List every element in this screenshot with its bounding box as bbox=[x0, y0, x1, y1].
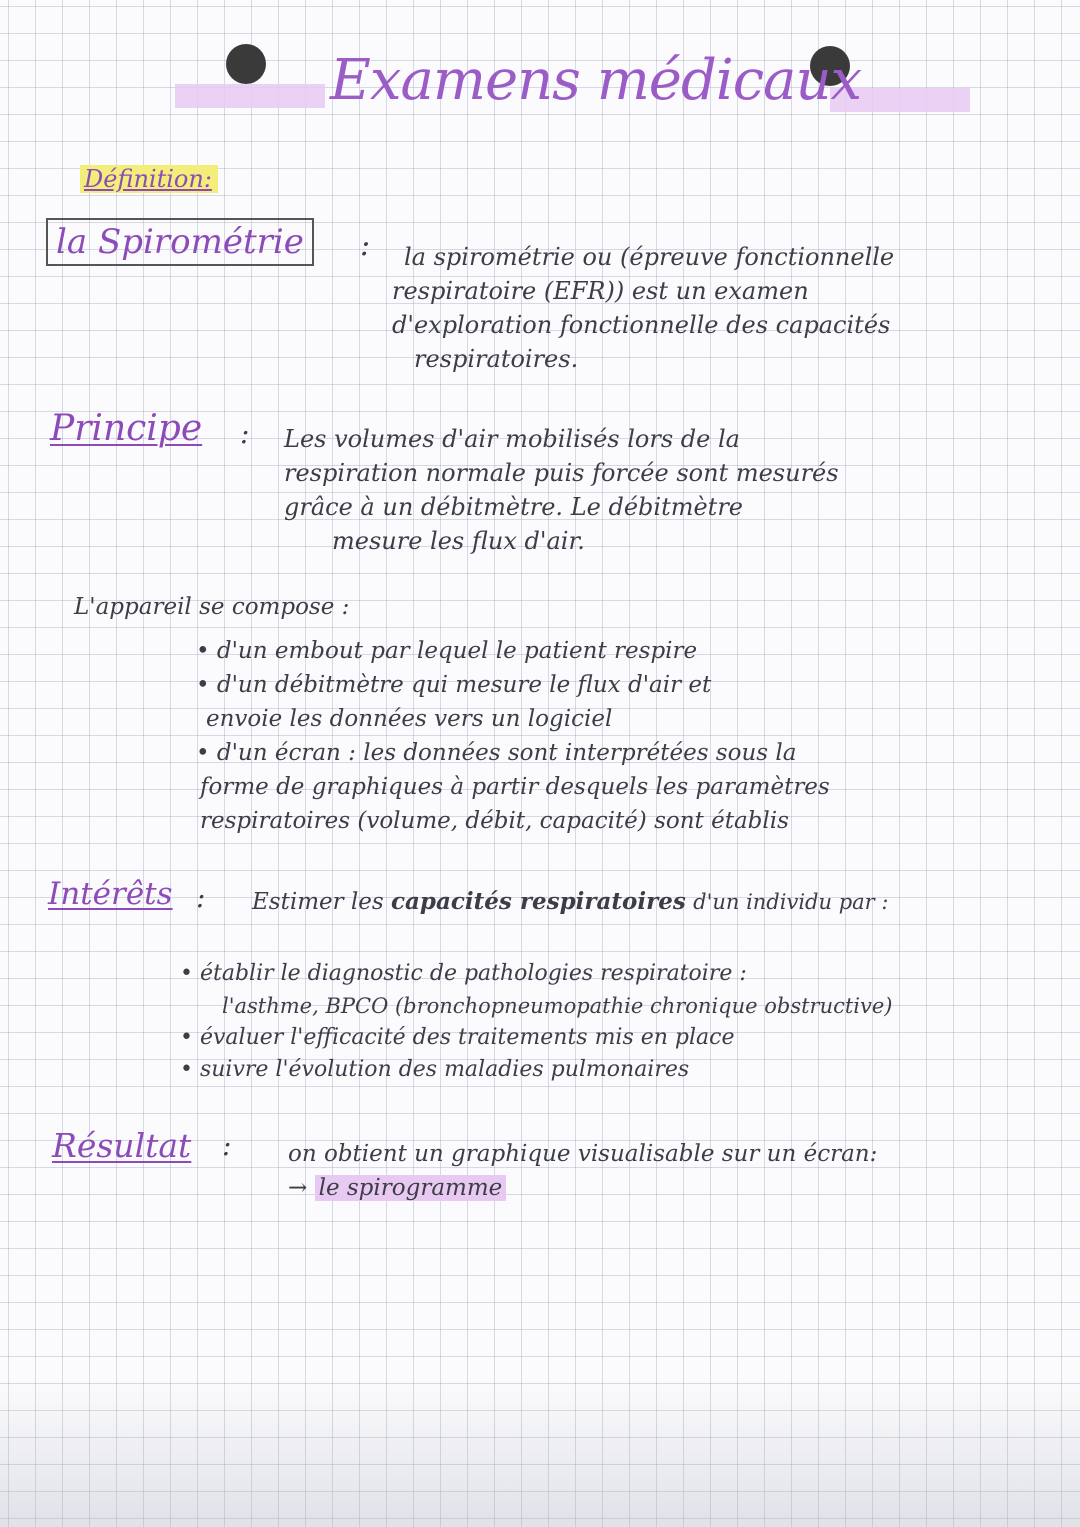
interets-lead-before: Estimer les bbox=[252, 889, 384, 915]
appareil-item-3: • d'un écran : les données sont interprétées sous la bbox=[196, 740, 797, 766]
principe-text bbox=[284, 422, 839, 558]
interets-item-2: • évaluer l'efficacité des traitements mis en place bbox=[180, 1025, 735, 1050]
appareil-item-2-cont: envoie les données vers un logiciel bbox=[206, 706, 613, 732]
resultat-label: Résultat bbox=[52, 1126, 192, 1165]
page-bottom-shadow bbox=[0, 1380, 1080, 1527]
appareil-item-1: • d'un embout par lequel le patient respire bbox=[196, 638, 698, 664]
spirometrie-line-3: d'exploration fonctionnelle des capacités bbox=[392, 311, 891, 339]
resultat-arrow: → bbox=[288, 1175, 308, 1201]
spirometrie-definition bbox=[392, 240, 894, 376]
spirometrie-line-2: respiratoire (EFR)) est un examen bbox=[392, 277, 809, 305]
interets-label: Intérêts bbox=[48, 876, 173, 912]
interets-item-1: • établir le diagnostic de pathologies respiratoire : bbox=[180, 961, 747, 986]
spirometrie-label bbox=[46, 218, 314, 266]
binder-hole-left bbox=[226, 44, 266, 84]
spirometrie-line-1: la spirométrie ou (épreuve fonctionnelle bbox=[404, 243, 895, 271]
principe-line-1: Les volumes d'air mobilisés lors de la bbox=[284, 425, 740, 453]
resultat-line-1: on obtient un graphique visualisable sur un écran: bbox=[288, 1141, 878, 1167]
title-highlight bbox=[175, 84, 325, 108]
principe-line-2: respiration normale puis forcée sont mesurés bbox=[284, 459, 839, 487]
appareil-list bbox=[196, 634, 830, 838]
interets-list bbox=[180, 958, 893, 1086]
spirometrie-line-4: respiratoires. bbox=[414, 345, 579, 373]
interets-colon: : bbox=[196, 881, 206, 914]
appareil-intro: L'appareil se compose : bbox=[74, 594, 350, 620]
principe-line-4: mesure les flux d'air. bbox=[332, 527, 585, 555]
principe-colon: : bbox=[240, 417, 250, 450]
appareil-item-3-cont: forme de graphiques à partir desquels les paramètres bbox=[200, 774, 830, 800]
appareil-item-2: • d'un débitmètre qui mesure le flux d'air et bbox=[196, 672, 712, 698]
resultat-colon: : bbox=[222, 1129, 232, 1162]
resultat-spirogramme: le spirogramme bbox=[315, 1175, 507, 1201]
resultat-line-2 bbox=[288, 1174, 506, 1202]
principe-label: Principe bbox=[50, 408, 203, 449]
appareil-item-3-cont-2: respiratoires (volume, débit, capacité) sont établis bbox=[200, 808, 789, 834]
spirometrie-colon: : bbox=[360, 228, 371, 263]
interets-item-3: • suivre l'évolution des maladies pulmonaires bbox=[180, 1057, 690, 1082]
interets-lead-after: d'un individu par : bbox=[693, 890, 889, 914]
interets-lead bbox=[252, 888, 888, 916]
interets-item-1-cont: l'asthme, BPCO (bronchopneumopathie chronique obstructive) bbox=[222, 994, 893, 1018]
page-title: Examens médicaux bbox=[330, 48, 862, 113]
definition-label: Définition: bbox=[80, 165, 218, 193]
spirometrie-label-text: la Spirométrie bbox=[56, 222, 304, 262]
principe-line-3: grâce à un débitmètre. Le débitmètre bbox=[284, 493, 743, 521]
interets-lead-bold: capacités respiratoires bbox=[391, 888, 686, 915]
